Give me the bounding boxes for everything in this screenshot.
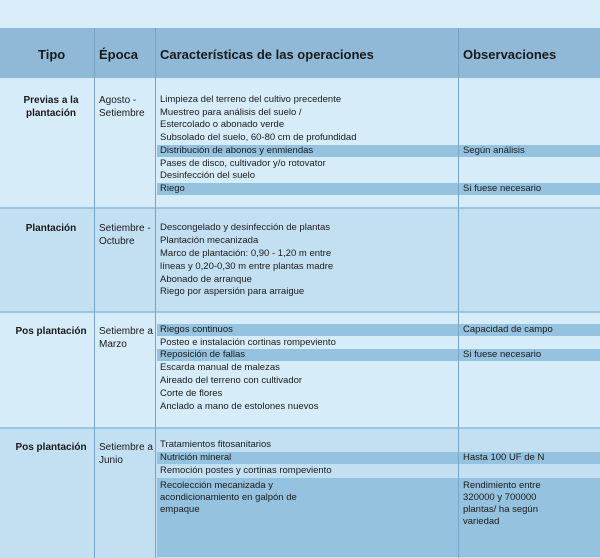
operation-row	[157, 388, 600, 400]
operation-row	[157, 132, 600, 144]
operation-text: Desinfección del suelo	[160, 170, 256, 181]
operation-text: Remoción postes y cortinas rompeviento	[160, 465, 332, 476]
operation-text: Anclado a mano de estolones nuevos	[160, 401, 319, 412]
operation-row	[157, 94, 600, 106]
tipo-cell: Pos plantación	[15, 442, 87, 453]
operation-text: Riegos continuos	[160, 324, 233, 335]
epoca-cell: Setiembre a Junio	[99, 442, 153, 466]
tipo-cell: Pos plantación	[15, 326, 87, 337]
observation-text: Hasta 100 UF de N	[463, 452, 545, 463]
header-observaciones: Observaciones	[463, 47, 557, 62]
operation-row	[157, 337, 600, 349]
operation-text: Riego por aspersión para arraigue	[160, 286, 305, 297]
column-divider	[458, 28, 459, 558]
operation-text: Muestreo para análisis del suelo /	[160, 107, 302, 118]
header-caracteristicas: Características de las operaciones	[160, 47, 374, 62]
operation-row	[157, 286, 600, 298]
observation-text: Capacidad de campo	[463, 324, 553, 335]
tipo-cell: Plantación	[25, 223, 77, 234]
header-epoca: Época	[99, 47, 139, 62]
operation-text: Abonado de arranque	[160, 274, 252, 285]
section-previas	[0, 78, 600, 207]
operation-row-highlighted	[157, 478, 600, 557]
operation-text: Pases de disco, cultivador y/o rotovator	[160, 158, 326, 169]
operation-text: Tratamientos fitosanitarios	[160, 439, 272, 450]
operation-text: Descongelado y desinfección de plantas	[160, 222, 331, 233]
operation-row-highlighted	[157, 145, 600, 157]
operation-text: Reposición de fallas	[160, 349, 246, 360]
operation-text: Plantación mecanizada	[160, 235, 259, 246]
epoca-cell: Setiembre - Octubre	[99, 223, 151, 247]
operation-text: Recolección mecanizada y acondicionamiento en galpón de empaque	[160, 480, 297, 515]
epoca-cell: Setiembre a Marzo	[99, 326, 153, 350]
operation-text: Riego	[160, 183, 185, 194]
operation-text: líneas y 0,20-0,30 m entre plantas madre	[160, 261, 334, 272]
operation-text: Escarda manual de malezas	[160, 362, 280, 373]
epoca-cell: Agosto - Setiembre	[99, 95, 145, 119]
operation-row	[157, 375, 600, 387]
operation-row	[157, 235, 600, 247]
section-plantacion	[0, 207, 600, 311]
section-pos-plantacion-junio	[0, 427, 600, 558]
operation-text: Distribución de abonos y enmiendas	[160, 145, 314, 156]
column-divider	[94, 28, 95, 558]
operation-text: Subsolado del suelo, 60-80 cm de profundidad	[160, 132, 357, 143]
operation-text: Aireado del terreno con cultivador	[160, 375, 303, 386]
operation-row	[157, 107, 600, 119]
operation-row	[157, 222, 600, 234]
tipo-cell: Previas a la plantación	[23, 95, 79, 119]
operation-row-highlighted	[157, 183, 600, 195]
operation-row-highlighted	[157, 349, 600, 361]
table-header	[0, 28, 600, 78]
operation-row-highlighted	[157, 452, 600, 464]
operation-text: Corte de flores	[160, 388, 223, 399]
operation-text: Posteo e instalación cortinas rompeviento	[160, 337, 336, 348]
operation-text: Nutrición mineral	[160, 452, 232, 463]
section-pos-plantacion-marzo	[0, 311, 600, 427]
operation-row	[157, 158, 600, 170]
operation-row-highlighted	[157, 324, 600, 336]
operation-row	[157, 261, 600, 273]
top-strip	[0, 0, 600, 28]
observation-text: Si fuese necesario	[463, 183, 542, 194]
operation-row	[157, 248, 600, 260]
operation-row	[157, 465, 600, 477]
header-tipo: Tipo	[38, 47, 66, 62]
operation-row	[157, 274, 600, 286]
operation-row	[157, 119, 600, 131]
operation-row	[157, 439, 600, 451]
operation-row	[157, 170, 600, 182]
observation-text: Si fuese necesario	[463, 349, 542, 360]
operation-text: Marco de plantación: 0,90 - 1,20 m entre	[160, 248, 332, 259]
operation-text: Estercolado o abonado verde	[160, 119, 285, 130]
operation-row	[157, 362, 600, 374]
observation-text: Rendimiento entre 320000 y 700000 plantas/ ha según variedad	[463, 480, 541, 527]
observation-text: Según análisis	[463, 145, 525, 156]
operation-text: Limpieza del terreno del cultivo precedente	[160, 94, 342, 105]
column-divider	[155, 28, 156, 558]
operation-row	[157, 401, 600, 413]
